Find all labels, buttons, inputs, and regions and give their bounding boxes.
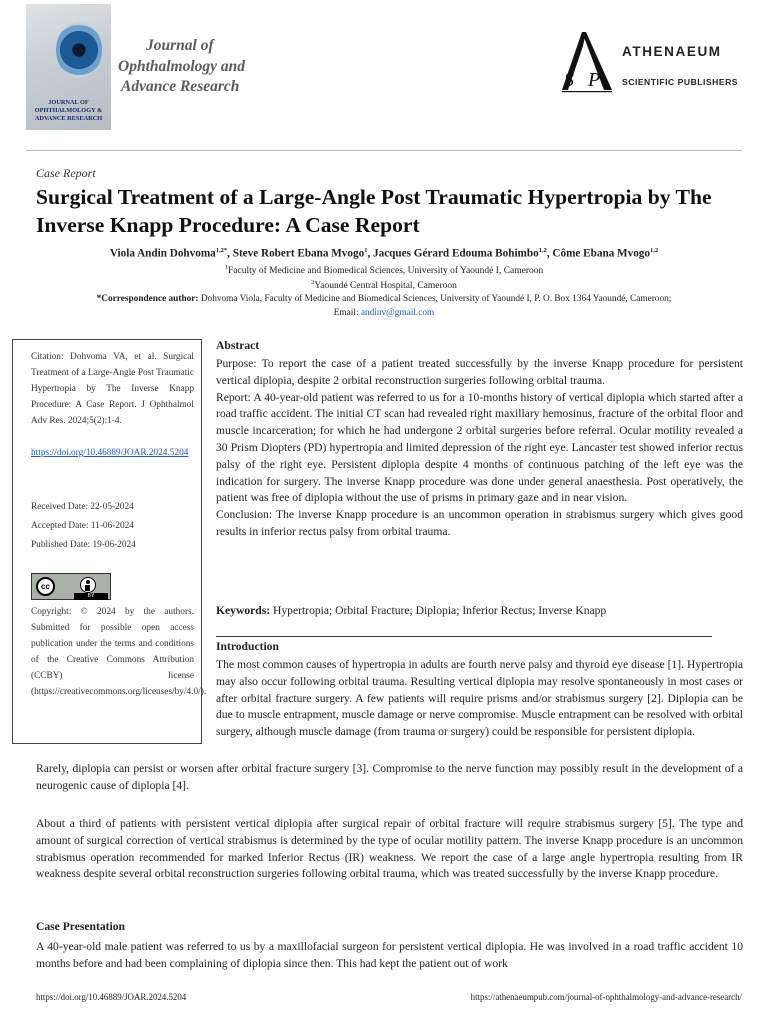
journal-cover-image <box>26 4 111 130</box>
athenaeum-logo-icon <box>556 30 616 94</box>
received-date: Received Date: 22-05-2024 <box>31 502 134 512</box>
published-date: Published Date: 19-06-2024 <box>31 540 136 550</box>
publisher-subtitle: SCIENTIFIC PUBLISHERS <box>622 77 739 87</box>
article-title: Surgical Treatment of a Large-Angle Post Traumatic Hypertropia by The Inverse Knapp Procedure: A Case Report <box>36 185 712 237</box>
journal-title-line3: Advance Research <box>121 78 240 95</box>
email-label: Email: <box>333 308 359 318</box>
affiliation-sup: 1 <box>224 264 228 271</box>
affiliation-2 <box>0 279 768 291</box>
email-line <box>0 308 768 318</box>
article-info-box <box>12 339 207 744</box>
journal-title <box>118 36 258 98</box>
keywords <box>216 603 743 620</box>
cover-text: JOURNAL OF OPHTHALMOLOGY & ADVANCE RESEARCH <box>34 99 103 122</box>
author-list: Viola Andin Dohvoma$^{1,2*}$, Steve Robert Ebana Mvogo$^1$, Jacques Gérard Edouma Bohimbo$^{1,2}$, Côme Ebana Mvogo$^{1,2}$ <box>109 247 659 260</box>
abstract-conclusion: Conclusion: The inverse Knapp procedure is an uncommon operation in strabismus surgery which gives good results in inferior rectus palsy from orbital trauma. <box>216 508 743 538</box>
abstract-report: Report: A 40-year-old patient was referred to us for a 10-months history of vertical diplopia which started after a road traffic accident. The initial CT scan had revealed right maxillary hemosinus, fracture of the orbital floor and muscle incarceration; for which he had undergone 2 orbital surgeries before referral. Ocular motility revealed a 30 Prism Diopters (PD) hypertropia and limited depression of the right eye. Lancaster test showed inferior rectus palsy of the right eye. Persistent diplopia despite 4 months of continuous patching of the left eye was the indication for surgery. The inverse Knapp procedure was done under general anaesthesia. Post operatively, the patient was free of diplopia without the use of prisms in primary gaze and in near vision. <box>216 390 743 505</box>
section-divider <box>216 636 712 637</box>
correspondence-label: *Correspondence author: <box>96 294 199 304</box>
copyright-text: Copyright: © 2024 by the authors. Submitted for possible open access publication under the terms and conditions of the Creative Commons Attribution (CCBY) license (https://creativecommons.org/licenses/by/4.0/). <box>31 607 207 697</box>
author-sup: 1,2 <box>650 247 659 254</box>
affiliation-sup: 2 <box>311 279 315 286</box>
author-name: Viola Andin Dohvoma <box>109 247 216 260</box>
keywords-label: Keywords: <box>216 604 271 617</box>
author-name: Jacques Gérard Edouma Bohimbo <box>373 247 539 260</box>
affiliation-text: Yaoundé Central Hospital, Cameroon <box>314 281 457 292</box>
case-presentation-heading: Case Presentation <box>36 920 125 933</box>
introduction-paragraph: Rarely, diplopia can persist or worsen after orbital fracture surgery [3]. Compromise to the nerve function may possibly result in the development of a neurogenic cause of diplopia [4]. <box>36 762 743 792</box>
correspondence-text: Dohvoma Viola, Faculty of Medicine and Biomedical Sciences, University of Yaoundé I, P. O. Box 1364 Yaoundé, Cameroon; <box>200 294 672 304</box>
eye-icon <box>56 22 102 78</box>
svg-text:P: P <box>588 69 601 91</box>
footer-journal-link[interactable]: https://athenaeumpub.com/journal-of-ophthalmology-and-advance-research/ <box>470 992 742 1002</box>
introduction-heading: Introduction <box>216 640 279 653</box>
keywords-text: Hypertropia; Orbital Fracture; Diplopia; Inferior Rectus; Inverse Knapp <box>273 604 607 617</box>
case-presentation-paragraph: A 40-year-old male patient was referred to us by a maxillofacial surgeon for persistent vertical diplopia. He was involved in a road traffic accident 10 months before and had been complaining of diplopia since then. This had kept the patient out of work <box>36 940 743 970</box>
citation-text: Citation: Dohvoma VA, et al. Surgical Treatment of a Large-Angle Post Traumatic Hypertropia by The Inverse Knapp Procedure: A Case Report. J Ophthalmol Adv Res. 2024;5(2):1-4. <box>31 352 194 426</box>
affiliation-text: Faculty of Medicine and Biomedical Sciences, University of Yaoundé I, Cameroon <box>227 266 544 277</box>
doi-link[interactable]: https://doi.org/10.46889/JOAR.2024.5204 <box>31 448 189 458</box>
journal-title-line1: Journal of <box>146 37 214 54</box>
abstract-body <box>216 356 743 541</box>
person-icon <box>80 577 96 593</box>
by-label: BY <box>74 593 108 600</box>
author-sup: 1,2* <box>215 247 228 254</box>
affiliation-1 <box>0 264 768 276</box>
cc-by-license-badge[interactable] <box>31 573 111 600</box>
journal-title-line2: Ophthalmology and <box>118 57 246 75</box>
abstract-purpose: Purpose: To report the case of a patient treated successfully by the inverse Knapp procedure for persistent vertical diplopia, despite 2 orbital reconstruction surgeries following orbital trauma. <box>216 357 743 387</box>
author-name: Steve Robert Ebana Mvogo <box>232 247 365 260</box>
header-divider <box>26 150 742 151</box>
author-sup: 1,2 <box>538 247 547 254</box>
author-name: Côme Ebana Mvogo <box>552 247 650 260</box>
footer-doi-link[interactable]: https://doi.org/10.46889/JOAR.2024.5204 <box>36 992 187 1002</box>
accepted-date: Accepted Date: 11-06-2024 <box>31 521 134 531</box>
introduction-paragraph: About a third of patients with persistent vertical diplopia after surgical repair of orbital fracture will require strabismus surgery [5]. The type and amount of surgical correction of vertical strabismus is determined by the type of ocular motility pattern. The inverse Knapp procedure is an uncommon strabismus operation recommended for marked Inferior Rectus (IR) weakness. We report the case of a large angle hypertropia resulting from IR weakness despite several orbital reconstruction surgeries following orbital trauma, which was treated successfully by the inverse Knapp procedure. <box>36 817 743 881</box>
article-type: Case Report <box>36 166 96 180</box>
abstract-heading: Abstract <box>216 339 260 352</box>
cc-icon: cc <box>36 577 55 596</box>
publisher-name: ATHENAEUM <box>622 44 722 59</box>
svg-text:S: S <box>564 69 574 91</box>
correspondence <box>0 294 768 304</box>
author-sup: 1 <box>364 247 368 254</box>
introduction-paragraph: The most common causes of hypertropia in adults are fourth nerve palsy and thyroid eye disease [1]. Hypertropia may also occur following orbital trauma. Resulting vertical diplopia may resolve spontaneously in most cases or after orbital fracture surgery. A few patients will require prisms and/or strabismus surgery [2]. Diplopia can be due to muscle entrapment, muscle damage or nerve compromise. Muscle entrapment can be resolved with orbital surgery, although muscle damage (from trauma or surgery) could be responsible for persistent diplopia. <box>216 658 743 739</box>
email-link[interactable]: andinv@gmail.com <box>360 308 435 318</box>
